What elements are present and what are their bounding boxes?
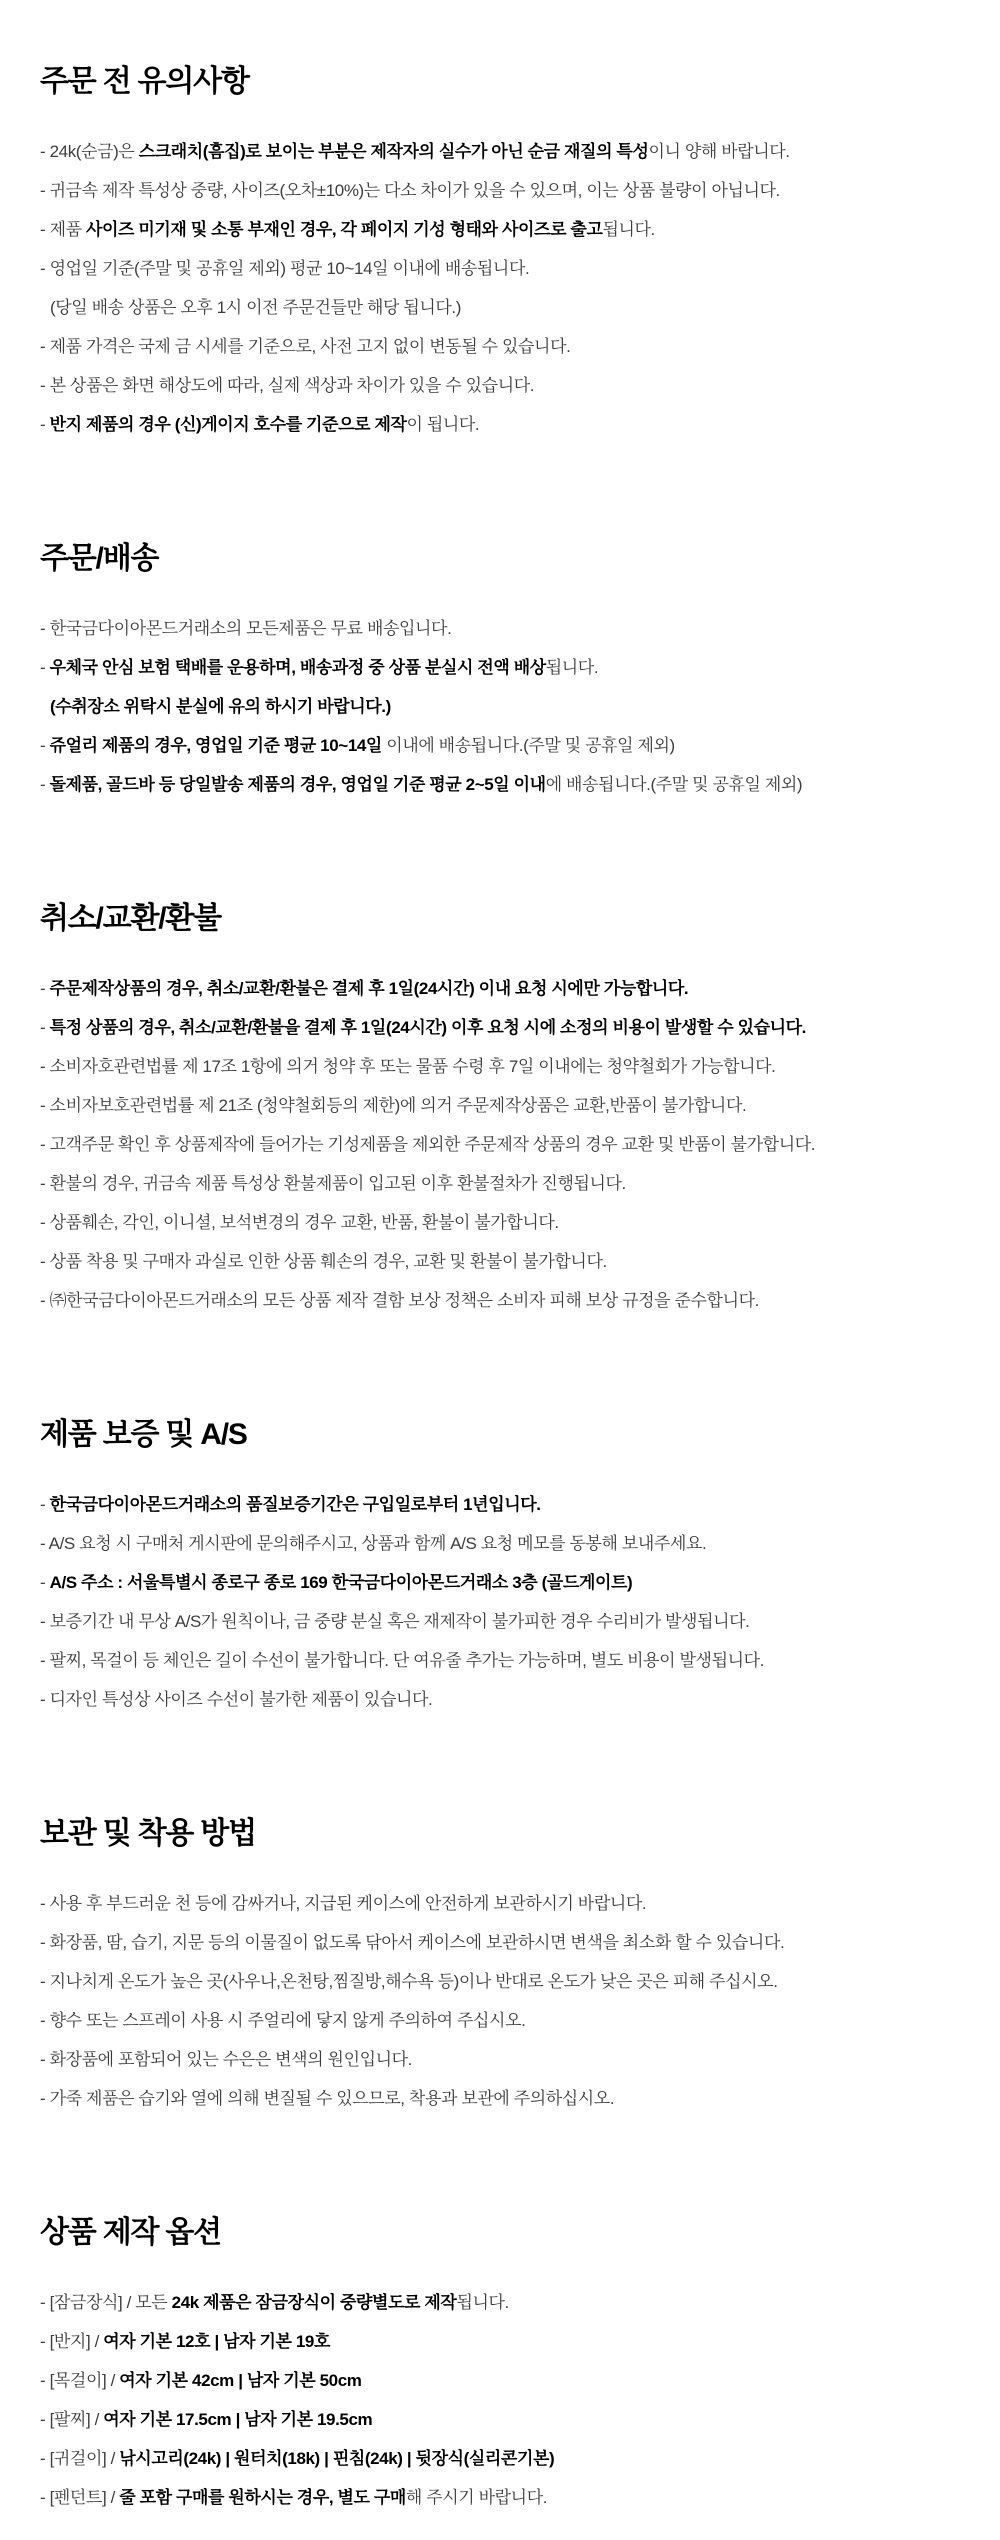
- notice-text: - 화장품, 땀, 습기, 지문 등의 이물질이 없도록 닦아서 케이스에 보관하시면 변색을 최소화 할 수 있습니다.: [40, 1933, 785, 1952]
- notice-text-emphasis: 한국금다이아몬드거래소의 품질보증기간은 구입일로부터 1년입니다.: [49, 1495, 541, 1514]
- notice-list: [40, 969, 970, 1320]
- notice-item: [40, 1641, 970, 1680]
- notice-text: - 귀금속 제작 특성상 중량, 사이즈(오차±10%)는 다소 차이가 있을 수 있으며, 이는 상품 불량이 아닙니다.: [40, 181, 780, 200]
- notice-text: -: [40, 658, 50, 677]
- notice-item: [40, 1086, 970, 1125]
- notice-text: - A/S 요청 시 구매처 게시판에 문의해주시고, 상품과 함께 A/S 요청 메모를 동봉해 보내주세요.: [40, 1534, 707, 1553]
- notice-item: [40, 1281, 970, 1320]
- notice-text: - ㈜한국금다이아몬드거래소의 모든 상품 제작 결함 보상 정책은 소비자 피해 보상 규정을 준수합니다.: [40, 1291, 759, 1310]
- notice-text-emphasis: 돌제품, 골드바 등 당일발송 제품의 경우, 영업일 기준 평균 2~5일 이내: [49, 775, 546, 794]
- notice-text: 이내에 배송됩니다.(주말 및 공휴일 제외): [381, 736, 675, 755]
- notice-text-emphasis: 여자 기본 17.5cm | 남자 기본 19.5cm: [103, 2410, 373, 2429]
- notice-text: 됩니다.: [545, 658, 599, 677]
- notice-text: - 가죽 제품은 습기와 열에 의해 변질될 수 있으므로, 착용과 보관에 주의하십시오.: [40, 2089, 615, 2108]
- section-title-cancel-exchange-refund: 취소/교환/환불: [40, 902, 221, 935]
- section-title-product-options: 상품 제작 옵션: [40, 2216, 221, 2249]
- notice-item: [40, 132, 970, 171]
- notice-item: [40, 2439, 970, 2478]
- notice-item: [40, 687, 970, 726]
- notice-text-emphasis: (수취장소 위탁시 분실에 유의 하시기 바랍니다.): [50, 697, 391, 716]
- notice-list: [40, 609, 970, 804]
- notice-item: [40, 1602, 970, 1641]
- notice-item: [40, 327, 970, 366]
- section-title-warranty-as: 제품 보증 및 A/S: [40, 1418, 247, 1451]
- notice-item: [40, 288, 970, 327]
- notice-item: [40, 1008, 970, 1047]
- notice-list: [40, 2283, 970, 2517]
- notice-item: [40, 2001, 970, 2040]
- notice-item: [40, 1563, 970, 1602]
- notice-item: [40, 405, 970, 444]
- notice-item: [40, 1203, 970, 1242]
- notice-text: - 상품 착용 및 구매자 과실로 인한 상품 훼손의 경우, 교환 및 환불이 불가합니다.: [40, 1252, 607, 1271]
- notice-item: [40, 648, 970, 687]
- section-cancel-exchange-refund: [40, 899, 970, 1320]
- notice-item: [40, 1047, 970, 1086]
- notice-item: [40, 2322, 970, 2361]
- notice-text: - 본 상품은 화면 해상도에 따라, 실제 색상과 차이가 있을 수 있습니다.: [40, 376, 535, 395]
- notice-item: [40, 2040, 970, 2079]
- notice-text: - 한국금다이아몬드거래소의 모든제품은 무료 배송입니다.: [40, 619, 452, 638]
- notice-text: -: [40, 775, 50, 794]
- notice-item: [40, 2361, 970, 2400]
- notice-item: [40, 171, 970, 210]
- notice-text: (당일 배송 상품은 오후 1시 이전 주문건들만 해당 됩니다.): [50, 298, 461, 317]
- notice-item: [40, 765, 970, 804]
- section-order-shipping: [40, 539, 970, 804]
- notice-text-emphasis: 24k 제품은 잠금장식이 중량별도로 제작: [171, 2293, 457, 2312]
- section-storage-wear: [40, 1814, 970, 2118]
- notice-text-emphasis: 줄 포함 구매를 원하시는 경우, 별도 구매: [119, 2488, 406, 2507]
- section-product-options: [40, 2213, 970, 2517]
- notice-text: - 제품: [40, 220, 86, 239]
- notice-text: - 디자인 특성상 사이즈 수선이 불가한 제품이 있습니다.: [40, 1690, 433, 1709]
- notice-item: [40, 210, 970, 249]
- notice-text: 에 배송됩니다.(주말 및 공휴일 제외): [545, 775, 803, 794]
- notice-item: [40, 1164, 970, 1203]
- notice-text: - 지나치게 온도가 높은 곳(사우나,온천탕,찜질방,해수욕 등)이나 반대로 온도가 낮은 곳은 피해 주십시오.: [40, 1972, 778, 1991]
- notice-text: 됩니다.: [456, 2293, 509, 2312]
- notice-text-emphasis: 스크래치(흠집)로 보이는 부분은 제작자의 실수가 아닌 순금 재질의 특성: [138, 142, 649, 161]
- notice-list: [40, 1485, 970, 1719]
- notice-list: [40, 1884, 970, 2118]
- notice-text: - 제품 가격은 국제 금 시세를 기준으로, 사전 고지 없이 변동될 수 있습니다.: [40, 337, 571, 356]
- notice-list: [40, 132, 970, 444]
- notice-text: - [펜던트] /: [40, 2488, 120, 2507]
- notice-text: - [목걸이] /: [40, 2371, 120, 2390]
- notice-text: -: [40, 736, 50, 755]
- notice-text: -: [40, 415, 50, 434]
- notice-text: - 영업일 기준(주말 및 공휴일 제외) 평균 10~14일 이내에 배송됩니다.: [40, 259, 530, 278]
- notice-item: [40, 1485, 970, 1524]
- notice-text: - [잠금장식] / 모든: [40, 2293, 172, 2312]
- notice-item: [40, 1884, 970, 1923]
- notice-text: - 상품훼손, 각인, 이니셜, 보석변경의 경우 교환, 반품, 환불이 불가합니다.: [40, 1213, 559, 1232]
- notice-item: [40, 1242, 970, 1281]
- notice-text-emphasis: 우체국 안심 보험 택배를 운용하며, 배송과정 중 상품 분실시 전액 배상: [49, 658, 546, 677]
- section-title-order-shipping: 주문/배송: [40, 542, 159, 575]
- notice-item: [40, 726, 970, 765]
- notice-text-emphasis: 반지 제품의 경우 (신)게이지 호수를 기준으로 제작: [49, 415, 407, 434]
- notice-text-emphasis: 여자 기본 42cm | 남자 기본 50cm: [119, 2371, 362, 2390]
- notice-text-emphasis: A/S 주소 : 서울특별시 종로구 종로 169 한국금다이아몬드거래소 3층 (골드게이트): [49, 1573, 633, 1592]
- notice-item: [40, 2283, 970, 2322]
- notice-item: [40, 249, 970, 288]
- notice-text: - 보증기간 내 무상 A/S가 원칙이나, 금 중량 분실 혹은 재제작이 불가피한 경우 수리비가 발생됩니다.: [40, 1612, 750, 1631]
- notice-text-emphasis: 사이즈 미기재 및 소통 부재인 경우, 각 페이지 기성 형태와 사이즈로 출고: [85, 220, 603, 239]
- notice-item: [40, 1923, 970, 1962]
- notice-item: [40, 2478, 970, 2517]
- section-warranty-as: [40, 1415, 970, 1719]
- notice-text: - [반지] /: [40, 2332, 104, 2351]
- section-pre-order-notice: [40, 62, 970, 444]
- notice-text: - [팔찌] /: [40, 2410, 104, 2429]
- notice-text: - 24k(순금)은: [40, 142, 139, 161]
- notice-text: 됩니다.: [602, 220, 655, 239]
- notice-text-emphasis: 쥬얼리 제품의 경우, 영업일 기준 평균 10~14일: [49, 736, 382, 755]
- notice-text: - 화장품에 포함되어 있는 수은은 변색의 원인입니다.: [40, 2050, 412, 2069]
- notice-text: - 사용 후 부드러운 천 등에 감싸거나, 지급된 케이스에 안전하게 보관하시기 바랍니다.: [40, 1894, 647, 1913]
- notice-text: - 향수 또는 스프레이 사용 시 주얼리에 닿지 않게 주의하여 주십시오.: [40, 2011, 526, 2030]
- notice-text: - [귀걸이] /: [40, 2449, 120, 2468]
- notice-item: [40, 609, 970, 648]
- notice-item: [40, 2079, 970, 2118]
- section-title-pre-order-notice: 주문 전 유의사항: [40, 65, 249, 98]
- notice-text: - 고객주문 확인 후 상품제작에 들어가는 기성제품을 제외한 주문제작 상품의 경우 교환 및 반품이 불가합니다.: [40, 1135, 816, 1154]
- notice-item: [40, 969, 970, 1008]
- notice-item: [40, 366, 970, 405]
- notice-text: - 팔찌, 목걸이 등 체인은 길이 수선이 불가합니다. 단 여유줄 추가는 가능하며, 별도 비용이 발생됩니다.: [40, 1651, 764, 1670]
- notice-item: [40, 2400, 970, 2439]
- notice-text: -: [40, 1495, 50, 1514]
- section-title-storage-wear: 보관 및 착용 방법: [40, 1817, 256, 1850]
- notice-item: [40, 1524, 970, 1563]
- notice-text: -: [40, 979, 50, 998]
- notice-text: - 소비자호관련법률 제 17조 1항에 의거 청약 후 또는 물품 수령 후 7일 이내에는 청약철회가 가능합니다.: [40, 1057, 776, 1076]
- notice-text: -: [40, 1018, 50, 1037]
- notice-text: 이 됩니다.: [406, 415, 480, 434]
- notice-item: [40, 1680, 970, 1719]
- notice-item: [40, 1125, 970, 1164]
- notice-text: - 소비자보호관련법률 제 21조 (청약철회등의 제한)에 의거 주문제작상품은 교환,반품이 불가합니다.: [40, 1096, 747, 1115]
- notice-text-emphasis: 특정 상품의 경우, 취소/교환/환불을 결제 후 1일(24시간) 이후 요청 시에 소정의 비용이 발생할 수 있습니다.: [49, 1018, 806, 1037]
- notice-text: - 환불의 경우, 귀금속 제품 특성상 환불제품이 입고된 이후 환불절차가 진행됩니다.: [40, 1174, 626, 1193]
- notice-text: 이니 양해 바랍니다.: [648, 142, 790, 161]
- notice-text: -: [40, 1573, 50, 1592]
- notice-text-emphasis: 주문제작상품의 경우, 취소/교환/환불은 결제 후 1일(24시간) 이내 요청 시에만 가능합니다.: [49, 979, 689, 998]
- notice-text-emphasis: 여자 기본 12호 | 남자 기본 19호: [103, 2332, 330, 2351]
- notice-item: [40, 1962, 970, 2001]
- notice-text: 해 주시기 바랍니다.: [405, 2488, 548, 2507]
- notice-text-emphasis: 낚시고리(24k) | 원터치(18k) | 핀침(24k) | 뒷장식(실리콘기본): [119, 2449, 555, 2468]
